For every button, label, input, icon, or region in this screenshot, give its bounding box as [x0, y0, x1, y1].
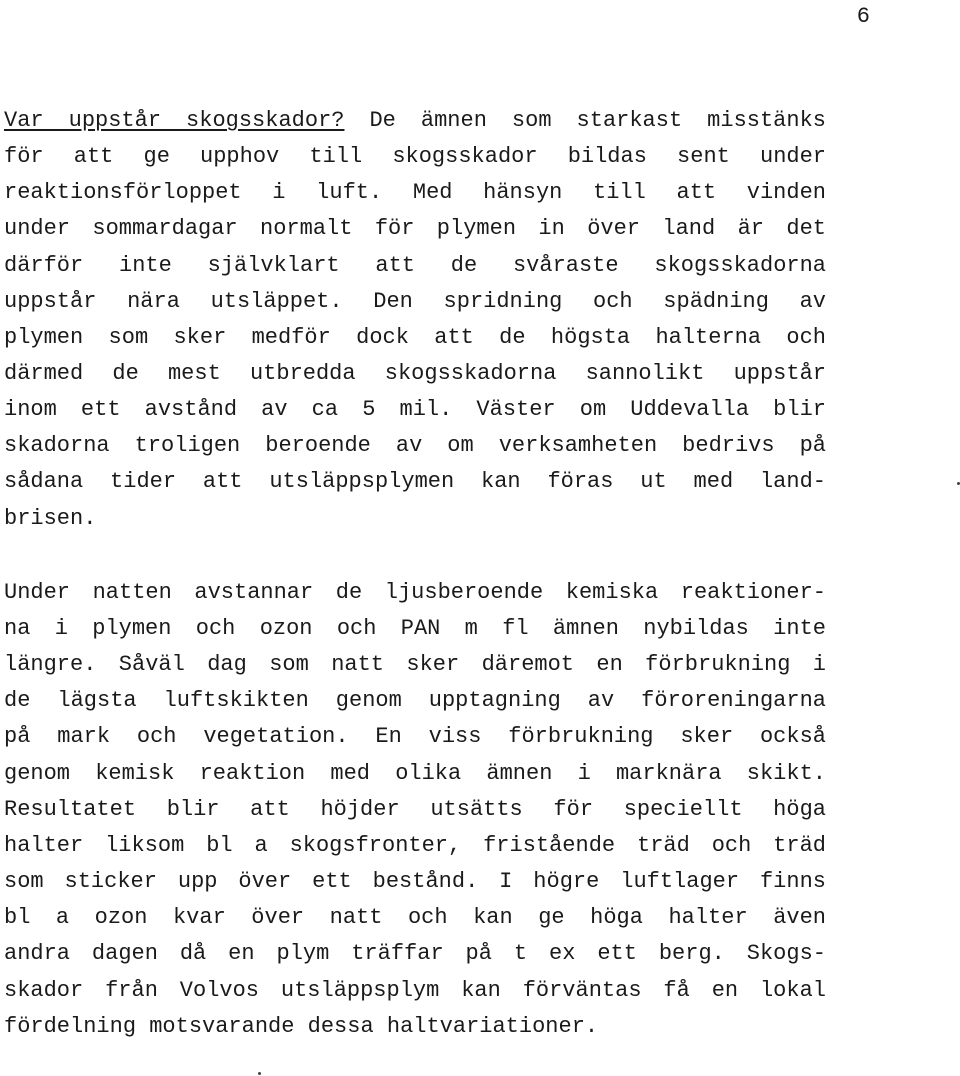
- paragraph-2-line-10: bl a ozon kvar över natt och kan ge höga halter även: [4, 905, 826, 930]
- stray-mark: [258, 1072, 261, 1075]
- paragraph-2-line-5: på mark och vegetation. En viss förbrukning sker också: [4, 724, 826, 749]
- paragraph-2-line-7: Resultatet blir att höjder utsätts för speciellt höga: [4, 797, 826, 822]
- paragraph-2-line-6: genom kemisk reaktion med olika ämnen i marknära skikt.: [4, 761, 826, 786]
- paragraph-2-line-8: halter liksom bl a skogsfronter, fristående träd och träd: [4, 833, 826, 858]
- section-heading: Var uppstår skogsskador?: [4, 108, 345, 133]
- page-number: 6: [856, 4, 870, 29]
- paragraph-2-line-1: Under natten avstannar de ljusberoende kemiska reaktioner-: [4, 580, 826, 605]
- paragraph-2-line-4: de lägsta luftskikten genom upptagning av föroreningarna: [4, 688, 826, 713]
- paragraph-1-line-10: skadorna troligen beroende av om verksamheten bedrivs på: [4, 433, 826, 458]
- paragraph-1-line-2: för att ge upphov till skogsskador bildas sent under: [4, 144, 826, 169]
- paragraph-2-line-13: fördelning motsvarande dessa haltvariationer.: [4, 1014, 599, 1039]
- paragraph-1-line-9: inom ett avstånd av ca 5 mil. Väster om Uddevalla blir: [4, 397, 826, 422]
- paragraph-1-line-1-text: De ämnen som starkast misstänks: [369, 108, 826, 133]
- paragraph-1-line-6: uppstår nära utsläppet. Den spridning och spädning av: [4, 289, 826, 314]
- paragraph-1-line-12: brisen.: [4, 506, 97, 531]
- paragraph-1-line-11: sådana tider att utsläppsplymen kan föras ut med land-: [4, 469, 826, 494]
- paragraph-2-line-12: skador från Volvos utsläppsplym kan förväntas få en lokal: [4, 978, 826, 1003]
- paragraph-1-line-8: därmed de mest utbredda skogsskadorna sannolikt uppstår: [4, 361, 826, 386]
- paragraph-2-line-2: na i plymen och ozon och PAN m fl ämnen nybildas inte: [4, 616, 826, 641]
- paragraph-1-line-7: plymen som sker medför dock att de högsta halterna och: [4, 325, 826, 350]
- paragraph-1-line-5: därför inte självklart att de svåraste skogsskadorna: [4, 253, 826, 278]
- paragraph-1-line-1: [4, 106, 826, 136]
- paragraph-1-line-3: reaktionsförloppet i luft. Med hänsyn till att vinden: [4, 180, 826, 205]
- paragraph-1-line-4: under sommardagar normalt för plymen in över land är det: [4, 216, 826, 241]
- paragraph-2-line-9: som sticker upp över ett bestånd. I högre luftlager finns: [4, 869, 826, 894]
- paragraph-2-line-11: andra dagen då en plym träffar på t ex ett berg. Skogs-: [4, 941, 826, 966]
- paragraph-2-line-3: längre. Såväl dag som natt sker däremot en förbrukning i: [4, 652, 826, 677]
